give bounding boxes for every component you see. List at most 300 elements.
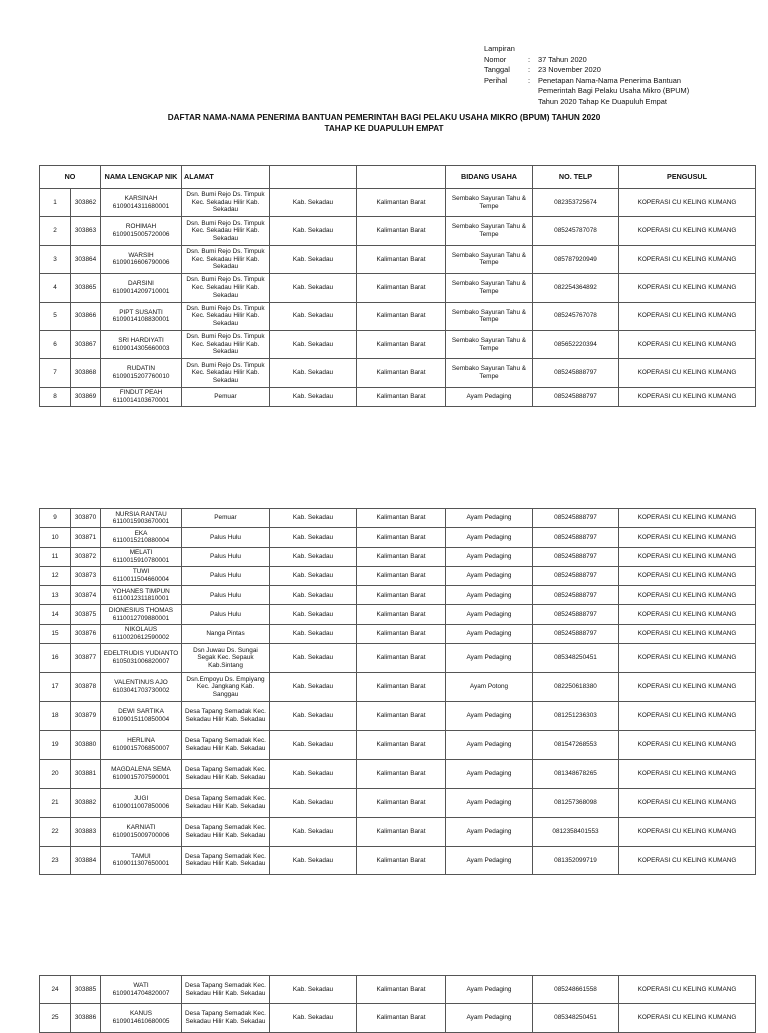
cell-usaha: Ayam Pedaging: [446, 789, 533, 818]
cell-nama: [101, 217, 182, 245]
recipient-nik: 6110014103670001: [112, 396, 170, 404]
cell-id: 303872: [71, 547, 101, 566]
cell-nama: [101, 624, 182, 643]
recipient-nik: 6109014704820007: [112, 989, 170, 997]
cell-no: 13: [40, 586, 71, 605]
cell-telp: 085245787078: [533, 217, 619, 245]
cell-nama: [101, 644, 182, 673]
recipient-name: SRI HARDIYATI: [118, 337, 164, 345]
cell-kab: Kab. Sekadau: [270, 359, 357, 387]
cell-usaha: Ayam Pedaging: [446, 846, 533, 875]
cell-prov: Kalimantan Barat: [357, 624, 446, 643]
cell-nama: [101, 586, 182, 605]
cell-no: 7: [40, 359, 71, 387]
cell-no: 23: [40, 846, 71, 875]
cell-kab: Kab. Sekadau: [270, 846, 357, 875]
cell-no: 11: [40, 547, 71, 566]
cell-alamat: Palus Hulu: [182, 547, 270, 566]
recipient-name: DARSINI: [128, 280, 154, 288]
recipient-name: EKA: [134, 529, 148, 537]
cell-id: 303884: [71, 846, 101, 875]
table-row: [40, 605, 756, 624]
cell-kab: Kab. Sekadau: [270, 673, 357, 702]
cell-no: 6: [40, 330, 71, 358]
tanggal-value: 23 November 2020: [538, 65, 601, 75]
cell-telp: 085248661558: [533, 976, 619, 1004]
cell-telp: 085787920949: [533, 245, 619, 273]
cell-nama: [101, 846, 182, 875]
cell-prov: Kalimantan Barat: [357, 387, 446, 406]
recipient-name: NURSIA RANTAU: [115, 510, 167, 518]
cell-id: 303876: [71, 624, 101, 643]
recipient-nik: 6110012709880001: [112, 614, 170, 622]
cell-kab: Kab. Sekadau: [270, 976, 357, 1004]
cell-pengusul: KOPERASI CU KELING KUMANG: [619, 189, 756, 217]
cell-alamat: Nanga Pintas: [182, 624, 270, 643]
cell-no: 12: [40, 566, 71, 585]
recipient-nik: 6109014108830001: [112, 316, 170, 324]
cell-kab: Kab. Sekadau: [270, 760, 357, 789]
cell-id: 303862: [71, 189, 101, 217]
cell-telp: 081352099719: [533, 846, 619, 875]
cell-pengusul: KOPERASI CU KELING KUMANG: [619, 359, 756, 387]
table-row: [40, 547, 756, 566]
table-body-2: [40, 509, 756, 875]
cell-prov: Kalimantan Barat: [357, 673, 446, 702]
cell-alamat: Desa Tapang Semadak Kec. Sekadau Hilir Kab. Sekadau: [182, 1004, 270, 1032]
cell-pengusul: KOPERASI CU KELING KUMANG: [619, 387, 756, 406]
cell-nama: [101, 731, 182, 760]
cell-nama: [101, 673, 182, 702]
cell-no: 2: [40, 217, 71, 245]
cell-telp: 081348678265: [533, 760, 619, 789]
recipient-nik: 6110015903670001: [112, 518, 170, 526]
cell-usaha: Sembako Sayuran Tahu & Tempe: [446, 245, 533, 273]
cell-no: 5: [40, 302, 71, 330]
cell-kab: Kab. Sekadau: [270, 509, 357, 528]
cell-id: 303874: [71, 586, 101, 605]
cell-alamat: Dsn. Bumi Rejo Ds. Timpuk Kec. Sekadau Hilir Kab. Sekadau: [182, 217, 270, 245]
cell-usaha: Sembako Sayuran Tahu & Tempe: [446, 274, 533, 302]
cell-no: 3: [40, 245, 71, 273]
cell-no: 20: [40, 760, 71, 789]
cell-kab: Kab. Sekadau: [270, 566, 357, 585]
cell-nama: [101, 302, 182, 330]
recipient-name: TAMUI: [131, 852, 151, 860]
cell-prov: Kalimantan Barat: [357, 302, 446, 330]
table-row: [40, 673, 756, 702]
cell-no: 16: [40, 644, 71, 673]
cell-id: 303865: [71, 274, 101, 302]
table-row: [40, 976, 756, 1004]
recipient-nik: 6109015207760010: [112, 373, 170, 381]
cell-usaha: Ayam Potong: [446, 673, 533, 702]
cell-pengusul: KOPERASI CU KELING KUMANG: [619, 702, 756, 731]
table-row: [40, 566, 756, 585]
table-row: [40, 387, 756, 406]
cell-alamat: Palus Hulu: [182, 528, 270, 547]
table-row: [40, 846, 756, 875]
cell-pengusul: KOPERASI CU KELING KUMANG: [619, 605, 756, 624]
colon: :: [528, 75, 531, 85]
cell-kab: Kab. Sekadau: [270, 387, 357, 406]
cell-no: 1: [40, 189, 71, 217]
table-row: [40, 302, 756, 330]
recipient-nik: 6109015009700006: [112, 831, 170, 839]
table-row: [40, 644, 756, 673]
recipient-nik: 6109014305660003: [112, 344, 170, 352]
recipient-name: DEWI SARTIKA: [118, 708, 164, 716]
cell-no: 4: [40, 274, 71, 302]
col-header-nama: NAMA LENGKAP NIK: [101, 166, 182, 189]
recipient-nik: 6110015910780001: [112, 556, 170, 564]
recipient-table-3: [39, 975, 756, 1033]
recipient-name: PIPT SUSANTI: [119, 308, 163, 316]
cell-no: 18: [40, 702, 71, 731]
cell-id: 303885: [71, 976, 101, 1004]
cell-id: 303882: [71, 789, 101, 818]
recipient-name: NIKOLAUS: [124, 626, 158, 634]
recipient-table-1: [39, 165, 756, 407]
cell-alamat: Dsn. Bumi Rejo Ds. Timpuk Kec. Sekadau Hilir Kab. Sekadau: [182, 189, 270, 217]
recipient-table-2: [39, 508, 756, 875]
table-row: [40, 217, 756, 245]
cell-telp: 085652220394: [533, 330, 619, 358]
cell-alamat: Dsn.Empoyu Ds. Empiyang Kec. Jangkang Kab. Sanggau: [182, 673, 270, 702]
cell-alamat: Palus Hulu: [182, 566, 270, 585]
cell-id: 303883: [71, 818, 101, 847]
col-header-telp: NO. TELP: [533, 166, 619, 189]
cell-pengusul: KOPERASI CU KELING KUMANG: [619, 509, 756, 528]
cell-usaha: Ayam Pedaging: [446, 976, 533, 1004]
recipient-name: MAGDALENA SEMA: [111, 766, 171, 774]
cell-pengusul: KOPERASI CU KELING KUMANG: [619, 673, 756, 702]
cell-prov: Kalimantan Barat: [357, 274, 446, 302]
cell-kab: Kab. Sekadau: [270, 818, 357, 847]
cell-kab: Kab. Sekadau: [270, 789, 357, 818]
cell-usaha: Ayam Pedaging: [446, 509, 533, 528]
cell-alamat: Desa Tapang Semadak Kec. Sekadau Hilir Kab. Sekadau: [182, 976, 270, 1004]
cell-nama: [101, 189, 182, 217]
cell-prov: Kalimantan Barat: [357, 217, 446, 245]
cell-pengusul: KOPERASI CU KELING KUMANG: [619, 330, 756, 358]
cell-kab: Kab. Sekadau: [270, 624, 357, 643]
cell-prov: Kalimantan Barat: [357, 644, 446, 673]
cell-no: 19: [40, 731, 71, 760]
cell-kab: Kab. Sekadau: [270, 702, 357, 731]
cell-telp: 085348250451: [533, 644, 619, 673]
perihal-value: Penetapan Nama-Nama Penerima Bantuan Pemerintah Bagi Pelaku Usaha Mikro (BPUM) Tahun 2020 Tahap Ke Duapuluh Empat: [538, 75, 690, 106]
cell-telp: 085245767078: [533, 302, 619, 330]
cell-alamat: Desa Tapang Semadak Kec. Sekadau Hilir Kab. Sekadau: [182, 702, 270, 731]
cell-usaha: Ayam Pedaging: [446, 644, 533, 673]
cell-telp: 081251236303: [533, 702, 619, 731]
cell-prov: Kalimantan Barat: [357, 245, 446, 273]
cell-prov: Kalimantan Barat: [357, 528, 446, 547]
cell-pengusul: KOPERASI CU KELING KUMANG: [619, 624, 756, 643]
table-row: [40, 359, 756, 387]
perihal-label: Perihal: [484, 75, 508, 85]
cell-id: 303868: [71, 359, 101, 387]
cell-id: 303886: [71, 1004, 101, 1032]
cell-alamat: Pemuar: [182, 509, 270, 528]
cell-usaha: Ayam Pedaging: [446, 387, 533, 406]
cell-id: 303871: [71, 528, 101, 547]
lampiran-block: [484, 44, 708, 108]
cell-alamat: Desa Tapang Semadak Kec. Sekadau Hilir Kab. Sekadau: [182, 760, 270, 789]
cell-nama: [101, 359, 182, 387]
cell-alamat: Desa Tapang Semadak Kec. Sekadau Hilir Kab. Sekadau: [182, 731, 270, 760]
cell-usaha: Sembako Sayuran Tahu & Tempe: [446, 217, 533, 245]
table-row: [40, 586, 756, 605]
cell-usaha: Ayam Pedaging: [446, 702, 533, 731]
cell-kab: Kab. Sekadau: [270, 644, 357, 673]
cell-nama: [101, 245, 182, 273]
cell-telp: 085245888797: [533, 509, 619, 528]
cell-telp: 082250618380: [533, 673, 619, 702]
cell-alamat: Dsn. Bumi Rejo Ds. Timpuk Kec. Sekadau Hilir Kab. Sekadau: [182, 359, 270, 387]
cell-pengusul: KOPERASI CU KELING KUMANG: [619, 760, 756, 789]
cell-prov: Kalimantan Barat: [357, 605, 446, 624]
cell-usaha: Sembako Sayuran Tahu & Tempe: [446, 302, 533, 330]
recipient-nik: 6103041703730002: [112, 687, 170, 695]
cell-prov: Kalimantan Barat: [357, 189, 446, 217]
cell-nama: [101, 330, 182, 358]
cell-usaha: Ayam Pedaging: [446, 605, 533, 624]
cell-pengusul: KOPERASI CU KELING KUMANG: [619, 302, 756, 330]
table-row: [40, 330, 756, 358]
recipient-name: FINDUT PEAH: [119, 389, 163, 397]
recipient-name: EDELTRUDIS YUDIANTO: [103, 650, 179, 658]
table-row: [40, 760, 756, 789]
cell-alamat: Dsn Juwau Ds. Sungai Segak Kec. Sepauk Kab.Sintang: [182, 644, 270, 673]
recipient-name: RUDATIN: [127, 365, 155, 373]
cell-alamat: Palus Hulu: [182, 586, 270, 605]
document-title: DAFTAR NAMA-NAMA PENERIMA BANTUAN PEMERINTAH BAGI PELAKU USAHA MIKRO (BPUM) TAHUN 2020: [167, 113, 601, 122]
table-row: [40, 245, 756, 273]
cell-nama: [101, 605, 182, 624]
recipient-name: KANUS: [129, 1010, 153, 1018]
cell-nama: [101, 818, 182, 847]
cell-nama: [101, 509, 182, 528]
cell-kab: Kab. Sekadau: [270, 586, 357, 605]
cell-alamat: Dsn. Bumi Rejo Ds. Timpuk Kec. Sekadau Hilir Kab. Sekadau: [182, 330, 270, 358]
cell-nama: [101, 976, 182, 1004]
cell-telp: 085348250451: [533, 1004, 619, 1032]
cell-kab: Kab. Sekadau: [270, 1004, 357, 1032]
cell-alamat: Desa Tapang Semadak Kec. Sekadau Hilir Kab. Sekadau: [182, 818, 270, 847]
cell-alamat: Desa Tapang Semadak Kec. Sekadau Hilir Kab. Sekadau: [182, 846, 270, 875]
col-header-blank: [270, 166, 357, 189]
cell-kab: Kab. Sekadau: [270, 217, 357, 245]
cell-id: 303873: [71, 566, 101, 585]
cell-usaha: Ayam Pedaging: [446, 818, 533, 847]
recipient-nik: 6110011504660004: [113, 576, 169, 584]
col-header-no: NO: [40, 166, 101, 189]
recipient-name: HERLINA: [127, 737, 155, 745]
recipient-nik: 6109015707590001: [112, 774, 170, 782]
cell-kab: Kab. Sekadau: [270, 528, 357, 547]
cell-pengusul: KOPERASI CU KELING KUMANG: [619, 586, 756, 605]
cell-usaha: Ayam Pedaging: [446, 586, 533, 605]
cell-prov: Kalimantan Barat: [357, 547, 446, 566]
cell-no: 17: [40, 673, 71, 702]
nomor-value: 37 Tahun 2020: [538, 54, 587, 64]
cell-id: 303863: [71, 217, 101, 245]
cell-kab: Kab. Sekadau: [270, 274, 357, 302]
cell-id: 303867: [71, 330, 101, 358]
recipient-name: ROHIMAH: [125, 223, 157, 231]
cell-id: 303880: [71, 731, 101, 760]
cell-alamat: Dsn. Bumi Rejo Ds. Timpuk Kec. Sekadau Hilir Kab. Sekadau: [182, 302, 270, 330]
col-header-blank: [357, 166, 446, 189]
recipient-nik: 6109015110850004: [112, 716, 170, 724]
recipient-nik: 6109016606790006: [112, 259, 170, 267]
cell-alamat: Palus Hulu: [182, 605, 270, 624]
cell-id: 303878: [71, 673, 101, 702]
recipient-nik: 6109014209710001: [112, 287, 170, 295]
cell-pengusul: KOPERASI CU KELING KUMANG: [619, 547, 756, 566]
recipient-nik: 6109015706850007: [112, 745, 170, 753]
cell-usaha: Sembako Sayuran Tahu & Tempe: [446, 359, 533, 387]
recipient-nik: 6110012311810001: [113, 595, 169, 603]
cell-id: 303869: [71, 387, 101, 406]
cell-prov: Kalimantan Barat: [357, 760, 446, 789]
table-row: [40, 528, 756, 547]
table-row: [40, 731, 756, 760]
table-row: [40, 789, 756, 818]
cell-telp: 0812358401553: [533, 818, 619, 847]
cell-telp: 085245888797: [533, 387, 619, 406]
cell-no: 24: [40, 976, 71, 1004]
cell-no: 25: [40, 1004, 71, 1032]
cell-usaha: Ayam Pedaging: [446, 731, 533, 760]
recipient-name: KARNIATI: [126, 824, 156, 832]
cell-usaha: Ayam Pedaging: [446, 624, 533, 643]
cell-usaha: Ayam Pedaging: [446, 566, 533, 585]
cell-prov: Kalimantan Barat: [357, 330, 446, 358]
cell-telp: 081547268553: [533, 731, 619, 760]
cell-id: 303879: [71, 702, 101, 731]
lampiran-label: Lampiran: [484, 44, 515, 53]
cell-id: 303875: [71, 605, 101, 624]
cell-nama: [101, 789, 182, 818]
cell-alamat: Dsn. Bumi Rejo Ds. Timpuk Kec. Sekadau Hilir Kab. Sekadau: [182, 274, 270, 302]
cell-telp: 085245888797: [533, 547, 619, 566]
cell-pengusul: KOPERASI CU KELING KUMANG: [619, 217, 756, 245]
cell-pengusul: KOPERASI CU KELING KUMANG: [619, 528, 756, 547]
nomor-label: Nomor: [484, 54, 507, 64]
cell-telp: 085245888797: [533, 528, 619, 547]
cell-alamat: Pemuar: [182, 387, 270, 406]
colon: :: [528, 54, 531, 64]
cell-pengusul: KOPERASI CU KELING KUMANG: [619, 644, 756, 673]
cell-nama: [101, 274, 182, 302]
table-row: [40, 624, 756, 643]
cell-usaha: Sembako Sayuran Tahu & Tempe: [446, 330, 533, 358]
recipient-nik: 6105031006820007: [112, 658, 170, 666]
recipient-name: TUWI: [132, 568, 150, 576]
cell-no: 21: [40, 789, 71, 818]
cell-prov: Kalimantan Barat: [357, 846, 446, 875]
table-row: [40, 1004, 756, 1032]
recipient-name: KARSINAH: [124, 195, 158, 203]
tanggal-label: Tanggal: [484, 65, 510, 75]
cell-telp: 085245888797: [533, 605, 619, 624]
cell-kab: Kab. Sekadau: [270, 731, 357, 760]
table-row: [40, 509, 756, 528]
recipient-name: YOHANES TIMPUN: [112, 587, 170, 595]
cell-no: 15: [40, 624, 71, 643]
cell-pengusul: KOPERASI CU KELING KUMANG: [619, 245, 756, 273]
table-header-row: [40, 166, 756, 189]
cell-id: 303881: [71, 760, 101, 789]
cell-telp: 085245888797: [533, 359, 619, 387]
cell-telp: 081257368098: [533, 789, 619, 818]
cell-pengusul: KOPERASI CU KELING KUMANG: [619, 789, 756, 818]
cell-telp: 085245888797: [533, 624, 619, 643]
cell-telp: 082254364892: [533, 274, 619, 302]
cell-kab: Kab. Sekadau: [270, 189, 357, 217]
cell-nama: [101, 702, 182, 731]
cell-id: 303866: [71, 302, 101, 330]
document-subtitle: TAHAP KE DUAPULUH EMPAT: [324, 124, 444, 133]
cell-prov: Kalimantan Barat: [357, 509, 446, 528]
cell-pengusul: KOPERASI CU KELING KUMANG: [619, 731, 756, 760]
cell-no: 9: [40, 509, 71, 528]
cell-telp: 085245888797: [533, 566, 619, 585]
cell-usaha: Sembako Sayuran Tahu & Tempe: [446, 189, 533, 217]
cell-pengusul: KOPERASI CU KELING KUMANG: [619, 566, 756, 585]
recipient-nik: 6109011007850006: [112, 803, 170, 811]
cell-usaha: Ayam Pedaging: [446, 547, 533, 566]
table-row: [40, 702, 756, 731]
cell-kab: Kab. Sekadau: [270, 605, 357, 624]
cell-pengusul: KOPERASI CU KELING KUMANG: [619, 976, 756, 1004]
cell-kab: Kab. Sekadau: [270, 245, 357, 273]
cell-prov: Kalimantan Barat: [357, 789, 446, 818]
cell-prov: Kalimantan Barat: [357, 586, 446, 605]
cell-no: 8: [40, 387, 71, 406]
cell-id: 303870: [71, 509, 101, 528]
cell-prov: Kalimantan Barat: [357, 359, 446, 387]
col-header-alamat: ALAMAT: [182, 166, 270, 189]
recipient-nik: 6109014610680005: [112, 1018, 170, 1026]
table-row: [40, 274, 756, 302]
cell-kab: Kab. Sekadau: [270, 302, 357, 330]
cell-alamat: Desa Tapang Semadak Kec. Sekadau Hilir Kab. Sekadau: [182, 789, 270, 818]
cell-kab: Kab. Sekadau: [270, 330, 357, 358]
cell-nama: [101, 528, 182, 547]
recipient-name: DIONESIUS THOMAS: [108, 607, 174, 615]
cell-prov: Kalimantan Barat: [357, 731, 446, 760]
col-header-pengusul: PENGUSUL: [619, 166, 756, 189]
table-row: [40, 189, 756, 217]
cell-telp: 082353725674: [533, 189, 619, 217]
cell-prov: Kalimantan Barat: [357, 1004, 446, 1032]
cell-id: 303877: [71, 644, 101, 673]
recipient-nik: 6110015210880004: [112, 537, 170, 545]
cell-nama: [101, 760, 182, 789]
cell-usaha: Ayam Pedaging: [446, 760, 533, 789]
col-header-bidang: BIDANG USAHA: [446, 166, 533, 189]
cell-usaha: Ayam Pedaging: [446, 528, 533, 547]
cell-prov: Kalimantan Barat: [357, 566, 446, 585]
cell-no: 22: [40, 818, 71, 847]
table-body-1: [40, 189, 756, 407]
table-row: [40, 818, 756, 847]
cell-pengusul: KOPERASI CU KELING KUMANG: [619, 274, 756, 302]
